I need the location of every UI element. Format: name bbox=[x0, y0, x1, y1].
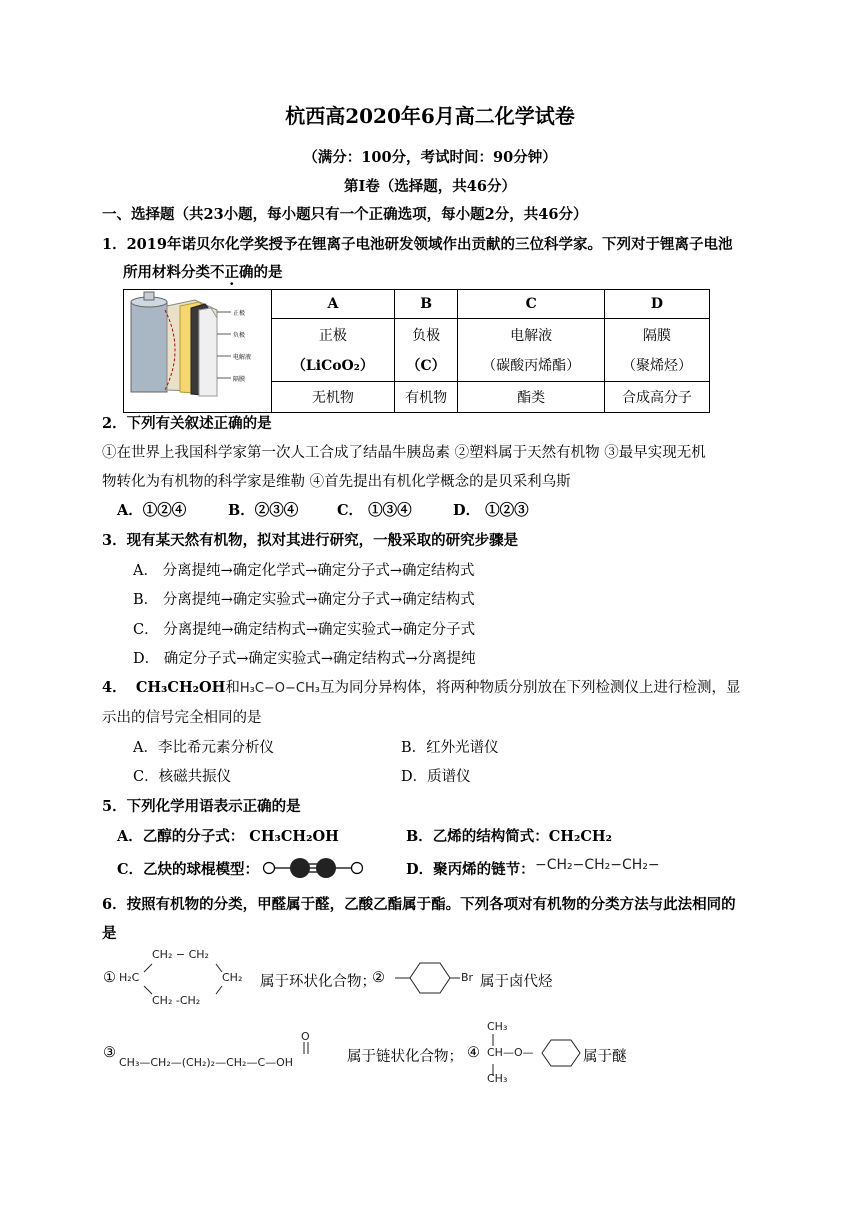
table-cell: 正极 bbox=[272, 319, 395, 350]
q2-line1: ①在世界上我国科学家第一次人工合成了结晶牛胰岛素 ②塑料属于天然有机物 ③最早实现无机 bbox=[102, 445, 706, 461]
ring-left: H₂C bbox=[119, 971, 140, 984]
q6-item4-text: 属于醚 bbox=[583, 1049, 627, 1065]
q5-stem: 5．下列化学用语表示正确的是 bbox=[102, 798, 301, 815]
q2-option-b: B．②③④ bbox=[228, 502, 299, 519]
q2-option-a: A．①②④ bbox=[117, 502, 187, 519]
q3-option-a: A． 分离提纯→确定化学式→确定分子式→确定结构式 bbox=[133, 563, 475, 579]
section-heading: 一、选择题（共23小题，每小题只有一个正确选项，每小题2分，共46分） bbox=[102, 206, 588, 223]
label-negative: 负极 bbox=[233, 332, 246, 339]
table-cell: 负极 bbox=[394, 319, 458, 350]
table-cell: （LiCoO₂） bbox=[272, 350, 395, 381]
table-cell: （聚烯烃） bbox=[604, 350, 709, 381]
ether-ch-o: CH—O— bbox=[487, 1046, 534, 1059]
q6-item1-text: 属于环状化合物； bbox=[260, 974, 376, 990]
table-cell: 隔膜 bbox=[604, 319, 709, 350]
acid-chain: CH₃—CH₂—(CH₂)₂—CH₂—C—OH bbox=[119, 1056, 294, 1069]
table-header-c: C bbox=[458, 290, 605, 319]
table-cell: 无机物 bbox=[272, 381, 395, 412]
table-header-b: B bbox=[394, 290, 458, 319]
acetylene-ball-stick-model bbox=[262, 855, 364, 881]
q4-num: 4． bbox=[102, 679, 127, 696]
q6-item4-num: ④ bbox=[467, 1045, 480, 1061]
table-header-a: A bbox=[272, 290, 395, 319]
ether-ch3-top: CH₃ bbox=[487, 1020, 508, 1033]
q6-item2-num: ② bbox=[372, 970, 385, 986]
q6-item1-num: ① bbox=[103, 970, 116, 986]
q2-option-c: C． ①③④ bbox=[337, 502, 412, 519]
benzene-ring-icon bbox=[395, 958, 465, 998]
q5-d-formula: −CH₂−CH₂−CH₂− bbox=[535, 857, 660, 873]
ether-ch3-bottom: CH₃ bbox=[487, 1072, 508, 1085]
q4-line1 bbox=[102, 676, 740, 697]
q4-option-d: D．质谱仪 bbox=[401, 769, 471, 785]
volume-heading: 第I卷（选择题，共46分） bbox=[344, 178, 516, 195]
page-title: 杭西高2020年6月高二化学试卷 bbox=[285, 104, 575, 128]
q4-line2: 示出的信号完全相同的是 bbox=[102, 710, 262, 726]
q1-stem-line1: 1．2019年诺贝尔化学奖授予在锂离子电池研发领域作出贡献的三位科学家。下列对于锂离子电池 bbox=[102, 236, 733, 253]
q2-line2: 物转化为有机物的科学家是维勒 ④首先提出有机化学概念的是贝采利乌斯 bbox=[102, 474, 571, 490]
table-cell: 酯类 bbox=[458, 381, 605, 412]
q1-stem-part1: 所用材料分类 bbox=[123, 264, 210, 281]
q4-option-a: A．李比希元素分析仪 bbox=[133, 740, 274, 756]
table-cell: 有机物 bbox=[394, 381, 458, 412]
score-time: （满分：100分，考试时间：90分钟） bbox=[303, 149, 557, 166]
bromine-label: Br bbox=[461, 971, 474, 984]
q3-option-d: D． 确定分子式→确定实验式→确定结构式→分离提纯 bbox=[133, 651, 476, 667]
q1-stem-line2 bbox=[123, 261, 283, 282]
ring-top: CH₂ − CH₂ bbox=[152, 948, 209, 961]
ether-benzene-ring-icon bbox=[540, 1036, 585, 1070]
q4-and: 和 bbox=[225, 680, 240, 696]
q6-stem-line1: 6．按照有机物的分类，甲醛属于醛，乙酸乙酯属于酯。下列各项对有机物的分类方法与此法相同的 bbox=[102, 896, 736, 913]
q3-option-b: B． 分离提纯→确定实验式→确定分子式→确定结构式 bbox=[133, 592, 475, 608]
carbonyl-o: O bbox=[301, 1030, 310, 1043]
q5-option-d: D．聚丙烯的链节： bbox=[406, 861, 535, 878]
table-header-d: D bbox=[604, 290, 709, 319]
q5-option-c: C．乙炔的球棍模型： bbox=[117, 861, 260, 878]
q2-option-d: D． ①②③ bbox=[453, 502, 529, 519]
q5-option-a: A．乙醇的分子式： CH₃CH₂OH bbox=[117, 828, 339, 845]
ring-bonds bbox=[138, 960, 228, 1000]
q4-option-c: C．核磁共振仪 bbox=[133, 769, 232, 785]
q4-ether-formula: H₃C−O−CH₃ bbox=[239, 681, 320, 696]
ring-right: CH₂ bbox=[222, 971, 243, 984]
q4-rest: 互为同分异构体，将两种物质分别放在下列检测仪上进行检测，显 bbox=[319, 680, 741, 696]
q1-table bbox=[123, 289, 710, 413]
label-electrolyte: 电解液 bbox=[233, 354, 252, 361]
ring-bottom: CH₂ -CH₂ bbox=[152, 994, 201, 1007]
q5-option-b: B．乙烯的结构简式：CH₂CH₂ bbox=[406, 828, 612, 845]
battery-image bbox=[124, 290, 272, 413]
q6-stem-line2: 是 bbox=[102, 925, 117, 942]
carbonyl-double-bond bbox=[300, 1040, 312, 1056]
q1-emphasis: 不正确 bbox=[210, 264, 254, 281]
table-cell: 合成高分子 bbox=[604, 381, 709, 412]
table-cell: （C） bbox=[394, 350, 458, 381]
q4-ethanol: CH₃CH₂OH bbox=[135, 679, 226, 696]
q6-item3-num: ③ bbox=[103, 1045, 116, 1061]
q3-option-c: C． 分离提纯→确定结构式→确定实验式→确定分子式 bbox=[133, 622, 476, 638]
q6-item2-text: 属于卤代烃 bbox=[480, 974, 553, 990]
label-positive: 正极 bbox=[233, 310, 246, 317]
label-separator: 隔膜 bbox=[233, 376, 246, 383]
battery-diagram bbox=[125, 290, 270, 408]
q4-option-b: B．红外光谱仪 bbox=[401, 740, 499, 756]
q1-stem-part3: 的是 bbox=[253, 264, 283, 281]
table-cell: 电解液 bbox=[458, 319, 605, 350]
q2-stem: 2．下列有关叙述正确的是 bbox=[102, 415, 272, 432]
q3-stem: 3．现有某天然有机物，拟对其进行研究，一般采取的研究步骤是 bbox=[102, 532, 519, 549]
table-cell: （碳酸丙烯酯） bbox=[458, 350, 605, 381]
q6-item3-text: 属于链状化合物； bbox=[347, 1049, 463, 1065]
